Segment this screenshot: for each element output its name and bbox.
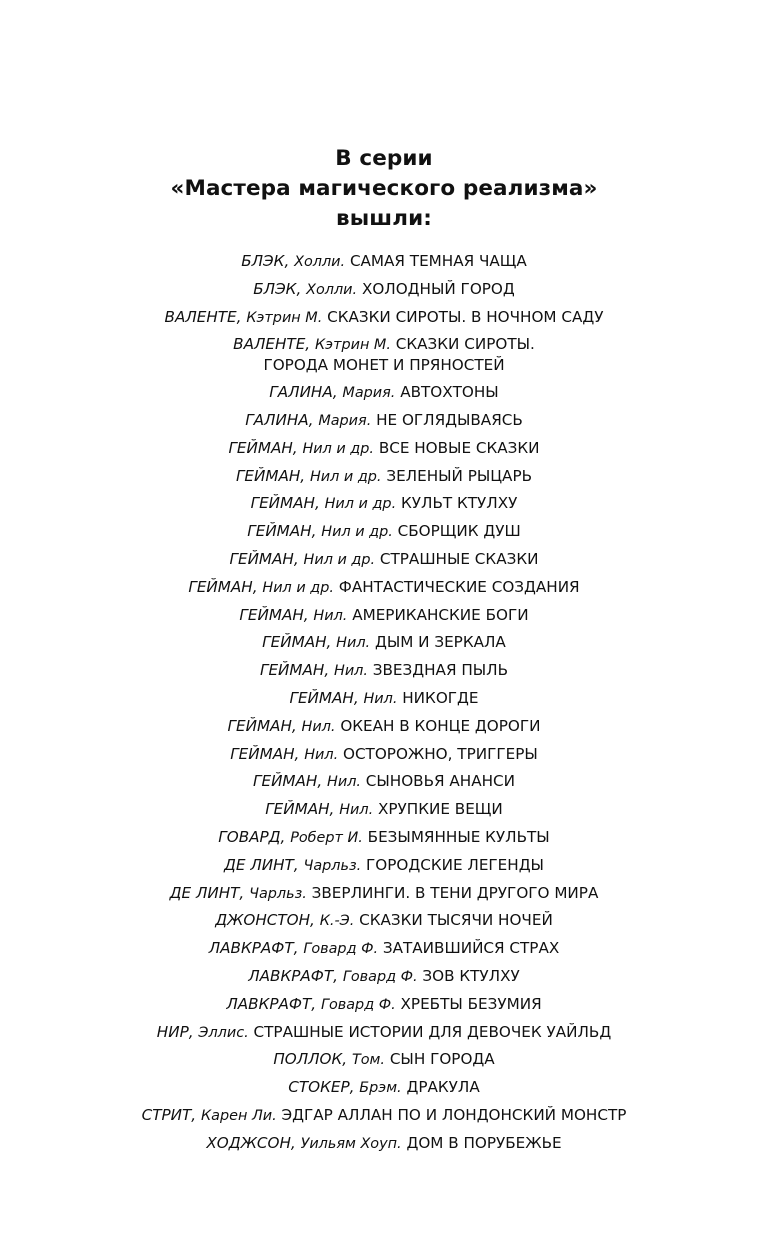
entry-author: ГОВАРД, [218,827,286,846]
series-heading [0,144,768,234]
entry-title: СЫНОВЬЯ АНАНСИ [365,772,515,791]
entry-author-given-name: Нил и др. [302,440,374,457]
list-item [0,688,768,709]
entry-line [0,855,768,876]
entry-author: СТРИТ, [141,1105,197,1124]
entry-title: ЗАТАИВШИЙСЯ СТРАХ [382,939,560,958]
entry-line [0,438,768,459]
entry-author-given-name: Нил и др. [303,551,376,568]
entry-author: БЛЭК, [253,279,302,298]
entry-author: ЛАВКРАФТ, [226,994,317,1013]
entry-author-given-name: Нил и др. [262,579,334,596]
entry-author-given-name: Карен Ли. [200,1107,277,1124]
entry-line [0,549,768,570]
list-item [0,251,768,272]
entry-line [0,1133,768,1154]
entry-author-given-name: Говард Ф. [303,941,379,958]
list-item [0,521,768,542]
list-item [0,883,768,904]
list-item [0,466,768,487]
entry-author: ГЕЙМАН, [247,522,317,541]
list-item [0,279,768,300]
list-item [0,334,768,375]
entry-author-given-name: Нил. [301,718,336,735]
entry-author-given-name: Говард Ф. [342,968,418,985]
entry-title: ДЫМ И ЗЕРКАЛА [374,633,506,652]
entry-title: ОКЕАН В КОНЦЕ ДОРОГИ [340,716,541,735]
entry-author: ГЕЙМАН, [188,577,258,596]
entry-title: ЭДГАР АЛЛАН ПО И ЛОНДОНСКИЙ МОНСТР [281,1105,627,1124]
entry-title: СТРАШНЫЕ СКАЗКИ [379,549,539,568]
entry-title: СЫН ГОРОДА [389,1050,495,1069]
entry-line [0,632,768,653]
entry-author-given-name: Кэтрин М. [246,309,323,326]
entry-author: ЛАВКРАФТ, [248,966,338,985]
entry-author-given-name: Нил и др. [324,496,397,513]
entry-author: НИР, [156,1022,194,1041]
entry-line [0,688,768,709]
entry-line [0,382,768,403]
entry-title: СКАЗКИ СИРОТЫ. [395,335,535,354]
entry-author: ЛАВКРАФТ, [208,939,299,958]
entry-author-given-name: Холли. [294,254,346,270]
entry-title: АМЕРИКАНСКИЕ БОГИ [352,605,529,624]
entry-author: СТОКЕР, [288,1078,355,1097]
entry-line [0,493,768,514]
entry-line [0,251,768,272]
entry-author: ГЕЙМАН, [230,744,300,763]
entry-author: ГАЛИНА, [245,410,314,429]
entry-line [0,910,768,931]
entry-title: БЕЗЫМЯННЫЕ КУЛЬТЫ [367,827,550,846]
entry-author-given-name: К.-Э. [319,913,355,930]
entry-author: БЛЭК, [241,252,290,270]
entry-line [0,466,768,487]
entry-author-given-name: Холли. [306,281,358,298]
list-item [0,577,768,598]
entry-author: ВАЛЕНТЕ, [164,307,242,326]
list-item [0,966,768,987]
list-item [0,1105,768,1126]
entry-author: ГАЛИНА, [269,383,338,402]
entry-line [0,799,768,820]
entry-line [0,660,768,681]
entry-author-given-name: Брэм. [359,1080,402,1097]
list-item [0,438,768,459]
entry-author: ДЕ ЛИНТ, [224,855,299,874]
list-item [0,994,768,1015]
list-item [0,855,768,876]
entry-author: ГЕЙМАН, [227,716,297,735]
list-item [0,660,768,681]
entry-line [0,883,768,904]
entry-line [0,1105,768,1126]
entry-author-given-name: Кэтрин М. [314,337,391,354]
list-item [0,1077,768,1098]
entry-author-given-name: Нил и др. [309,468,382,485]
entry-line [0,577,768,598]
entry-title: САМАЯ ТЕМНАЯ ЧАЩА [349,252,527,270]
list-item [0,493,768,514]
list-item [0,938,768,959]
entry-author: ГЕЙМАН, [229,549,299,568]
heading-line-3: вышли: [336,206,432,231]
entry-line [0,744,768,765]
entry-line [0,716,768,737]
entry-author: ГЕЙМАН, [289,688,359,707]
entry-title: ХРЕБТЫ БЕЗУМИЯ [400,994,542,1013]
entry-line [0,1049,768,1070]
entry-author-given-name: Роберт И. [290,829,363,846]
list-item [0,1049,768,1070]
entry-title: СКАЗКИ СИРОТЫ. В НОЧНОМ САДУ [327,307,604,326]
heading-line-1: В серии [335,146,433,171]
entry-title: ФАНТАСТИЧЕСКИЕ СОЗДАНИЯ [338,577,580,596]
heading-line-2: «Мастера магического реализма» [170,176,598,201]
entry-title: ОСТОРОЖНО, ТРИГГЕРЫ [343,744,538,763]
entry-title: АВТОХТОНЫ [400,383,499,402]
entry-author: ПОЛЛОК, [273,1050,348,1069]
entry-author: ГЕЙМАН, [250,494,320,513]
entry-title: ЗВЕРЛИНГИ. В ТЕНИ ДРУГОГО МИРА [311,883,599,902]
list-item [0,632,768,653]
entry-title: НИКОГДЕ [402,688,479,707]
entry-line [0,994,768,1015]
entry-line [0,334,768,355]
entry-author-given-name: Чарльз. [249,885,307,902]
list-item [0,1133,768,1154]
entry-line [0,521,768,542]
entry-title: СТРАШНЫЕ ИСТОРИИ ДЛЯ ДЕВОЧЕК УАЙЛЬД [253,1022,612,1041]
entry-line [0,307,768,328]
entry-title: ГОРОДСКИЕ ЛЕГЕНДЫ [366,855,544,874]
entry-line [0,1022,768,1043]
entry-title: ЗЕЛЕНЫЙ РЫЦАРЬ [386,466,533,485]
entry-author-given-name: Чарльз. [303,857,362,874]
entry-author-given-name: Нил. [336,635,371,652]
entry-title: ХРУПКИЕ ВЕЩИ [377,800,503,819]
entry-author: ГЕЙМАН, [228,438,298,457]
list-item [0,410,768,431]
entry-title: СКАЗКИ ТЫСЯЧИ НОЧЕЙ [359,911,553,930]
list-item [0,827,768,848]
list-item [0,605,768,626]
entry-author-given-name: Нил. [334,663,368,680]
list-item [0,910,768,931]
entry-title: НЕ ОГЛЯДЫВАЯСЬ [376,410,523,429]
entry-line [0,1077,768,1098]
entry-line [0,279,768,300]
entry-title: ДРАКУЛА [406,1078,480,1097]
entry-author: ГЕЙМАН, [265,800,335,819]
entry-author-given-name: Нил и др. [321,524,393,541]
entry-line [0,410,768,431]
entry-author: ГЕЙМАН, [253,772,323,791]
entry-title-continued: ГОРОДА МОНЕТ И ПРЯНОСТЕЙ [263,356,505,375]
entry-author-given-name: Том. [351,1052,385,1069]
list-item [0,1022,768,1043]
entry-title: ВСЕ НОВЫЕ СКАЗКИ [378,438,540,457]
entry-author-given-name: Мария. [318,412,372,429]
entry-author-given-name: Эллис. [198,1024,249,1041]
entry-author-given-name: Нил. [304,746,339,763]
entry-line [0,827,768,848]
list-item [0,716,768,737]
book-list [0,251,768,1161]
entry-author-given-name: Нил. [313,607,348,624]
entry-author: ГЕЙМАН, [262,633,332,652]
list-item [0,549,768,570]
entry-author: ГЕЙМАН, [235,466,306,485]
list-item [0,382,768,403]
entry-title: ЗВЕЗДНАЯ ПЫЛЬ [372,661,508,680]
list-item [0,744,768,765]
entry-line [0,605,768,626]
entry-title: ХОЛОДНЫЙ ГОРОД [361,279,515,298]
entry-author: ВАЛЕНТЕ, [233,335,311,354]
entry-author: ДЕ ЛИНТ, [169,883,245,902]
entry-author-given-name: Нил. [339,802,374,819]
entry-line [0,771,768,792]
entry-author-given-name: Нил. [363,690,398,707]
entry-line [0,966,768,987]
entry-author-given-name: Говард Ф. [320,996,396,1013]
entry-author: ГЕЙМАН, [239,605,309,624]
entry-author-given-name: Уильям Хоуп. [300,1135,402,1152]
list-item [0,771,768,792]
entry-author-given-name: Нил. [327,774,361,791]
entry-title: ДОМ В ПОРУБЕЖЬЕ [406,1133,562,1152]
entry-author: ХОДЖСОН, [206,1133,296,1152]
entry-title: ЗОВ КТУЛХУ [422,966,520,985]
entry-author-given-name: Мария. [342,385,396,402]
list-item [0,307,768,328]
entry-author: ГЕЙМАН, [260,661,330,680]
list-item [0,799,768,820]
entry-title: СБОРЩИК ДУШ [397,522,521,541]
entry-author: ДЖОНСТОН, [215,911,315,930]
entry-title: КУЛЬТ КТУЛХУ [400,494,518,513]
entry-line [0,938,768,959]
